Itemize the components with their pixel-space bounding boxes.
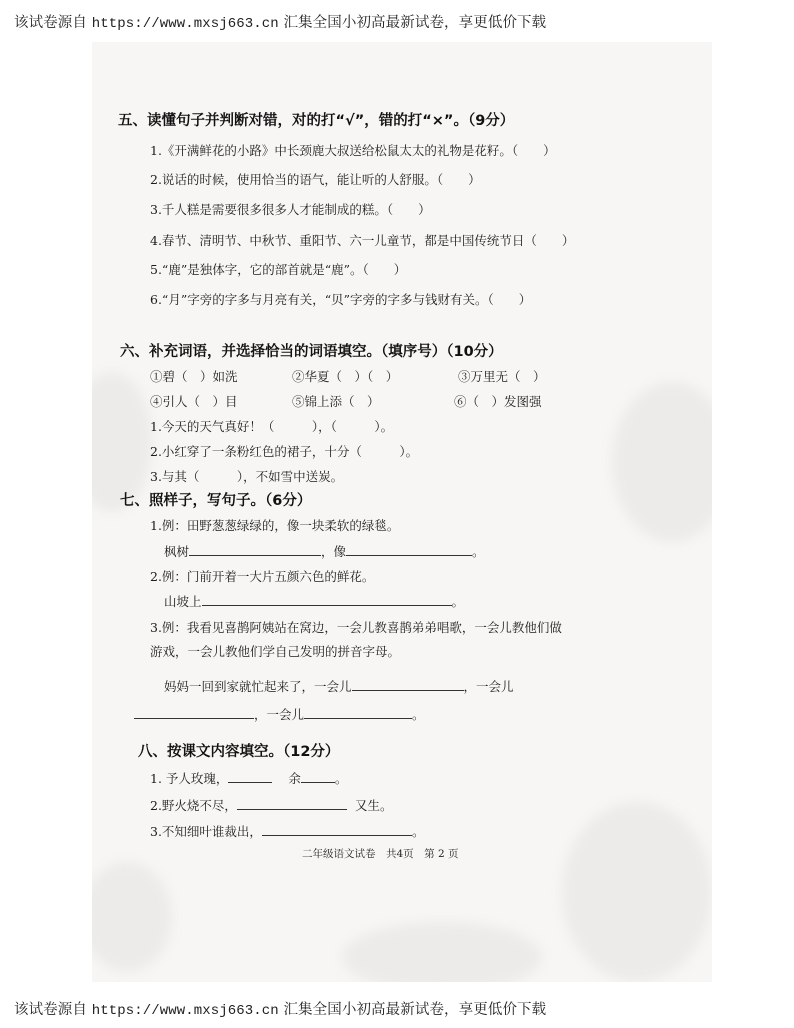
s5-item-3: 3.千人糕是需要很多很多人才能制成的糕。（ ）	[150, 202, 431, 217]
s5-item-1: 1.《开满鲜花的小路》中长颈鹿大叔送给松鼠太太的礼物是花籽。（ ）	[150, 143, 556, 158]
s7-example-3-line-2: 游戏，一会儿教他们学自己发明的拼音字母。	[150, 644, 401, 659]
s7-fill-3-lead: 妈妈一回到家就忙起来了，一会儿	[164, 679, 352, 694]
answer-blank[interactable]	[237, 797, 347, 810]
s8-item-2-end: 又生。	[354, 798, 393, 813]
s8-item-2-lead: 2.野火烧不尽，	[150, 798, 237, 813]
banner-prefix: 该试卷源自	[14, 15, 92, 31]
s7-fill-1	[164, 542, 485, 560]
scan-smudge	[612, 382, 712, 542]
s6-word-2: ②华夏（ ）（ ）	[292, 369, 399, 384]
s8-item-1-end: 。	[334, 771, 348, 786]
s6-item-2: 2.小红穿了一条粉红色的裙子，十分（ ）。	[150, 444, 419, 459]
page-footer: 二年级语文试卷 共4页 第 2 页	[302, 848, 459, 860]
s8-item-3	[150, 822, 424, 840]
answer-blank[interactable]	[189, 543, 321, 556]
banner-suffix: 汇集全国小初高最新试卷，享更低价下载	[278, 15, 547, 31]
s5-item-2: 2.说话的时候，使用恰当的语气，能让听的人舒服。（ ）	[150, 172, 481, 187]
s8-item-1	[150, 769, 347, 787]
answer-blank[interactable]	[346, 543, 472, 556]
s7-fill-2	[164, 592, 464, 610]
s7-example-2: 2.例：门前开着一大片五颜六色的鲜花。	[150, 569, 375, 584]
s5-item-4: 4.春节、清明节、中秋节、重阳节、六一儿童节，都是中国传统节日（ ）	[150, 233, 575, 248]
banner-prefix: 该试卷源自	[14, 1002, 92, 1018]
answer-blank[interactable]	[262, 823, 412, 836]
banner-suffix: 汇集全国小初高最新试卷，享更低价下载	[278, 1002, 547, 1018]
s7-fill-3-end: 。	[412, 707, 425, 722]
s7-example-3-line-1: 3.例：我看见喜鹊阿姨站在窝边，一会儿教喜鹊弟弟唱歌，一会儿教他们做	[150, 620, 562, 635]
s7-fill-2-lead: 山坡上	[164, 594, 202, 609]
answer-blank[interactable]	[352, 678, 464, 691]
s6-word-6: ⑥（ ）发图强	[454, 394, 542, 409]
answer-blank[interactable]	[304, 706, 412, 719]
scan-smudge	[342, 922, 542, 982]
s7-fill-2-end: 。	[451, 594, 465, 609]
section-8-title: 八、按课文内容填空。（12分）	[138, 744, 340, 760]
s6-word-4: ④引人（ ）目	[150, 394, 238, 409]
s7-fill-3-mid: ，一会儿	[463, 679, 514, 694]
s8-item-1-lead: 1. 予人玫瑰，	[150, 771, 229, 786]
s5-item-5: 5.“鹿”是独体字，它的部首就是“鹿”。（ ）	[150, 262, 407, 277]
s8-item-3-end: 。	[411, 824, 425, 839]
s6-word-3: ③万里无（ ）	[458, 369, 546, 384]
s7-fill-3-line-2	[134, 705, 425, 723]
scan-smudge	[562, 802, 712, 982]
answer-blank[interactable]	[134, 706, 254, 719]
answer-blank[interactable]	[301, 770, 335, 783]
s7-fill-1-end: 。	[472, 544, 485, 559]
banner-url-link[interactable]: https://www.mxsj663.cn	[91, 1003, 279, 1019]
section-7-title: 七、照样子，写句子。（6分）	[120, 493, 312, 509]
s8-item-1-mid: 余	[288, 771, 301, 786]
s7-fill-1-lead: 枫树	[164, 544, 190, 559]
section-6-title: 六、补充词语，并选择恰当的词语填空。（填序号）（10分）	[120, 344, 503, 360]
s6-item-1: 1.今天的天气真好！（ ），（ ）。	[150, 419, 394, 434]
source-banner-top	[14, 11, 546, 32]
s8-item-3-lead: 3.不知细叶谁裁出，	[150, 824, 262, 839]
s6-item-3: 3.与其（ ），不如雪中送炭。	[150, 469, 344, 484]
section-5-title: 五、读懂句子并判断对错，对的打“√”，错的打“×”。（9分）	[118, 113, 515, 129]
s7-example-1: 1.例：田野葱葱绿绿的，像一块柔软的绿毯。	[150, 518, 400, 533]
s6-word-5: ⑤锦上添（ ）	[292, 394, 380, 409]
banner-url-link[interactable]: https://www.mxsj663.cn	[91, 16, 279, 32]
s7-fill-3-tail: ，一会儿	[254, 707, 305, 722]
s7-fill-3-line-1	[164, 677, 514, 695]
source-banner-bottom	[14, 998, 546, 1019]
answer-blank[interactable]	[228, 770, 272, 783]
s6-word-1: ①碧（ ）如洗	[150, 369, 238, 384]
s5-item-6: 6.“月”字旁的字多与月亮有关，“贝”字旁的字多与钱财有关。（ ）	[150, 292, 532, 307]
s7-fill-1-mid: ，像	[321, 544, 347, 559]
scan-smudge	[92, 862, 172, 972]
s8-item-2	[150, 796, 392, 814]
answer-blank[interactable]	[202, 593, 452, 606]
